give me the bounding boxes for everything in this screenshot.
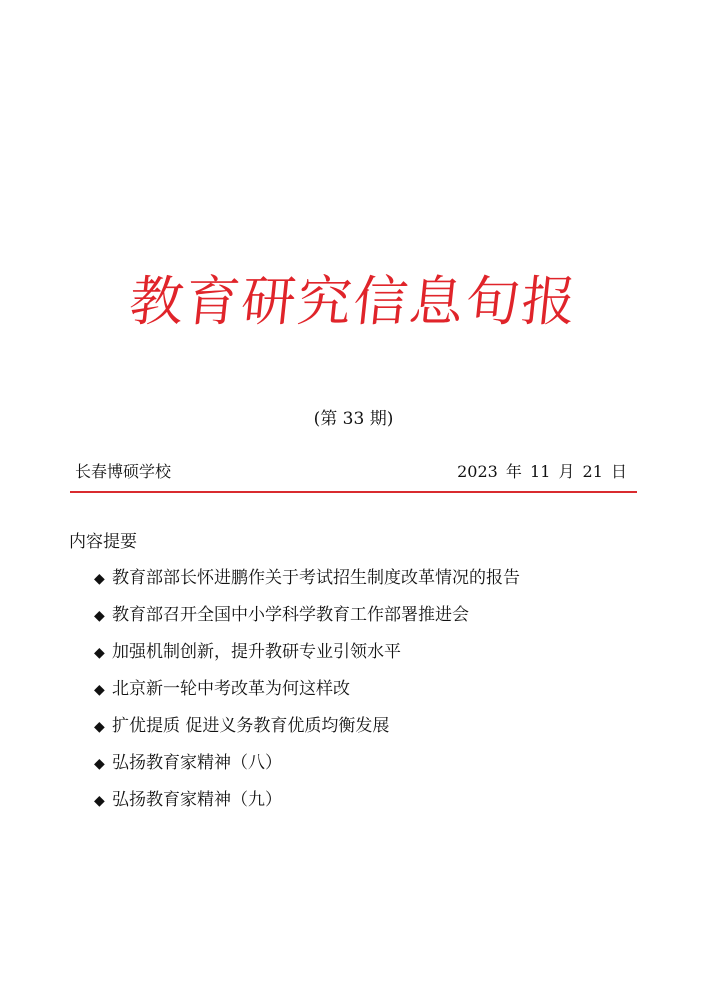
contents-item xyxy=(94,714,520,751)
contents-item-text: 加强机制创新，提升教研专业引领水平 xyxy=(112,642,401,662)
diamond-bullet-icon: ◆ xyxy=(94,719,105,735)
contents-item xyxy=(94,566,520,603)
diamond-bullet-icon: ◆ xyxy=(94,645,105,661)
issue-number: (第 33 期) xyxy=(313,409,394,429)
contents-item-text: 北京新一轮中考改革为何这样改 xyxy=(112,679,350,699)
diamond-bullet-icon: ◆ xyxy=(94,793,105,809)
contents-list xyxy=(94,566,520,825)
contents-item-text: 扩优提质 促进义务教育优质均衡发展 xyxy=(112,716,390,736)
contents-item xyxy=(94,640,520,677)
contents-item xyxy=(94,788,520,825)
contents-item xyxy=(94,751,520,788)
contents-item-text: 弘扬教育家精神（九） xyxy=(112,790,282,810)
diamond-bullet-icon: ◆ xyxy=(94,756,105,772)
contents-item xyxy=(94,677,520,714)
masthead-title: 教育研究信息旬报 xyxy=(126,270,581,333)
diamond-bullet-icon: ◆ xyxy=(94,608,105,624)
diamond-bullet-icon: ◆ xyxy=(94,571,105,587)
issue-date: 2023 年 11 月 21 日 xyxy=(457,462,627,481)
contents-item-text: 教育部召开全国中小学科学教育工作部署推进会 xyxy=(112,605,469,625)
contents-item xyxy=(94,603,520,640)
contents-heading: 内容提要 xyxy=(69,532,137,552)
diamond-bullet-icon: ◆ xyxy=(94,682,105,698)
header-divider xyxy=(70,491,637,493)
contents-item-text: 弘扬教育家精神（八） xyxy=(112,753,282,773)
contents-item-text: 教育部部长怀进鹏作关于考试招生制度改革情况的报告 xyxy=(112,568,520,588)
school-name: 长春博硕学校 xyxy=(75,462,172,481)
